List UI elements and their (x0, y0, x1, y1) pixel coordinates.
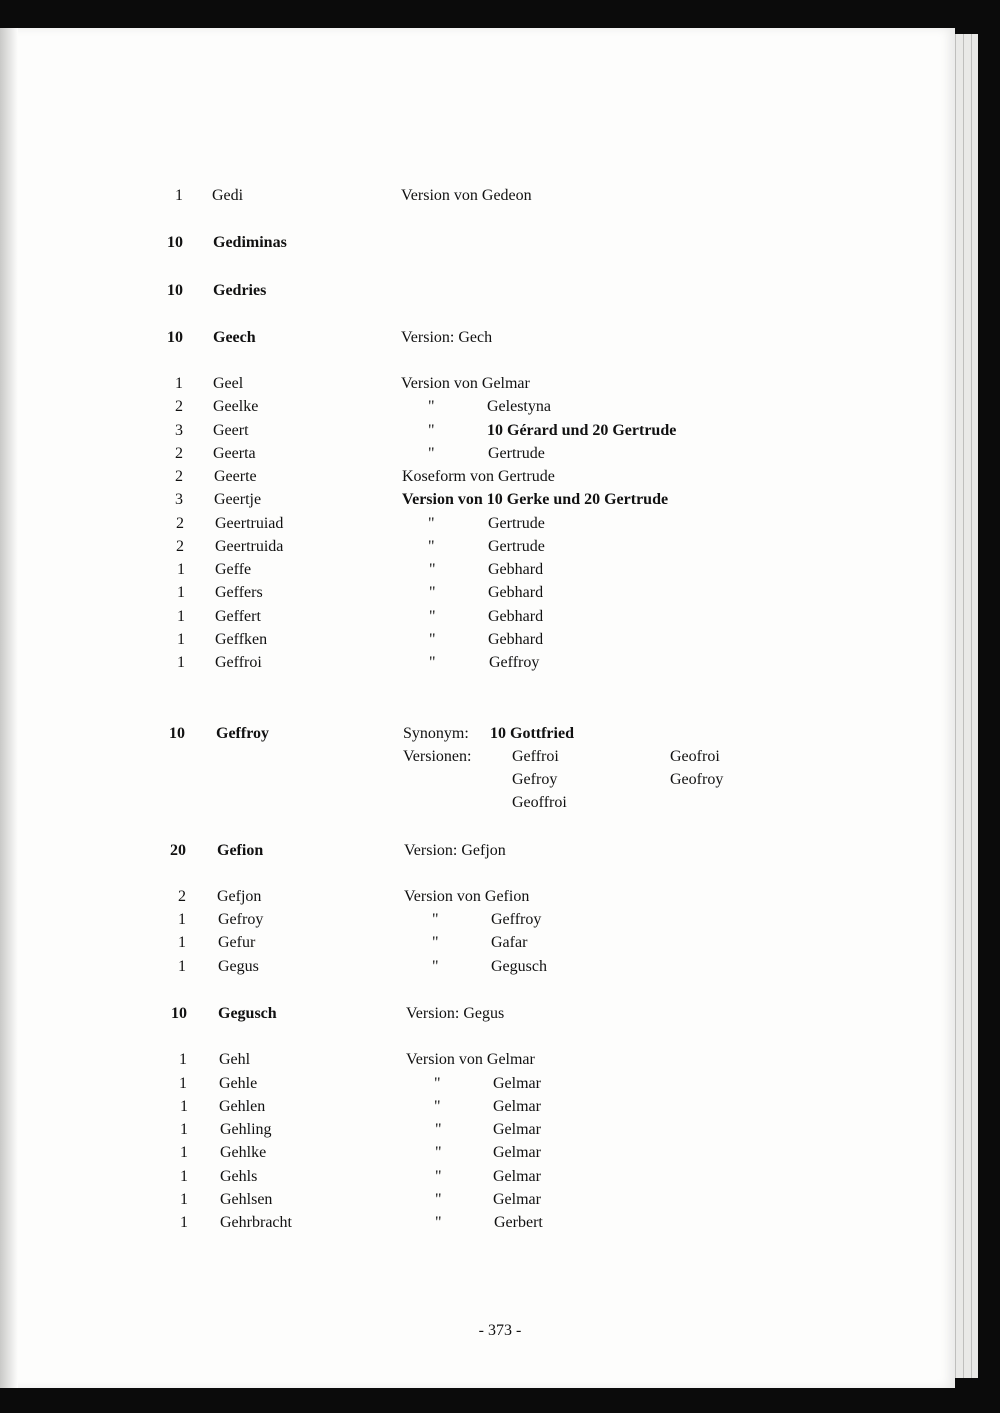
ditto-mark: " (435, 1144, 442, 1161)
entry-row (0, 1098, 955, 1122)
ditto-mark: " (429, 631, 436, 648)
ditto-mark: " (428, 398, 435, 415)
entry-text: Version von Gelmar (406, 1051, 535, 1068)
ditto-mark: " (428, 515, 435, 532)
ditto-mark: " (429, 608, 436, 625)
entry-text: Koseform von Gertrude (402, 468, 555, 485)
entry-number: 1 (177, 584, 185, 601)
entry-number: 1 (179, 1075, 187, 1092)
entry-number: 1 (177, 631, 185, 648)
entry-name: Gehling (220, 1121, 272, 1138)
entry-name: Geertje (214, 491, 262, 508)
entry-number: 2 (176, 515, 184, 532)
entry-number: 3 (175, 491, 183, 508)
entry-row (0, 1005, 955, 1029)
version-value: Gefroy (512, 771, 558, 788)
entry-text: Gelmar (493, 1121, 541, 1138)
entry-name: Gehl (219, 1051, 251, 1068)
entry-name: Geerte (214, 468, 257, 485)
entry-number: 1 (178, 934, 186, 951)
entry-number: 10 (169, 725, 185, 742)
entry-row (0, 1121, 955, 1145)
synonym-label: Synonym: (403, 725, 469, 742)
entry-text: Version von Gefion (404, 888, 530, 905)
ditto-mark: " (429, 561, 436, 578)
entry-name: Geertruiad (215, 515, 284, 532)
entry-text: Gebhard (488, 561, 544, 578)
entry-name: Geelke (213, 398, 259, 415)
entry-name: Gedries (213, 282, 267, 299)
entry-number: 1 (175, 375, 183, 392)
entry-name: Geffroy (216, 725, 270, 742)
ditto-mark: " (429, 654, 436, 671)
entry-name: Gehlen (219, 1098, 266, 1115)
ditto-mark: " (435, 1191, 442, 1208)
entry-text: Gelestyna (487, 398, 551, 415)
entry-row (0, 1051, 955, 1075)
page-edge (971, 34, 978, 1378)
ditto-mark: " (432, 911, 439, 928)
version-value: Geffroi (512, 748, 559, 765)
entry-row (0, 422, 955, 446)
entry-row-continuation (0, 748, 955, 772)
entry-row (0, 911, 955, 935)
entry-row (0, 491, 955, 515)
entry-number: 20 (170, 842, 186, 859)
entry-text: Gelmar (493, 1144, 541, 1161)
entry-name: Geerta (213, 445, 256, 462)
entry-number: 2 (175, 398, 183, 415)
entry-number: 1 (177, 654, 185, 671)
entry-row (0, 234, 955, 258)
entry-number: 3 (175, 422, 183, 439)
entry-row-continuation (0, 771, 955, 795)
entry-number: 1 (177, 561, 185, 578)
entry-row (0, 468, 955, 492)
entry-text: Version von Gedeon (401, 187, 532, 204)
entry-text: Gafar (491, 934, 528, 951)
entry-name: Geertruida (215, 538, 284, 555)
entry-name: Gegus (218, 958, 259, 975)
entry-text: Gertrude (488, 515, 545, 532)
version-value: Geofroy (670, 771, 724, 788)
entry-row (0, 958, 955, 982)
entry-text: Geffroy (489, 654, 540, 671)
entry-name: Gefur (218, 934, 256, 951)
entry-name: Geffken (215, 631, 268, 648)
ditto-mark: " (434, 1098, 441, 1115)
version-value: Geoffroi (512, 794, 567, 811)
entry-row (0, 842, 955, 866)
entry-text: Geffroy (491, 911, 542, 928)
entry-number: 1 (180, 1144, 188, 1161)
entry-name: Geffroi (215, 654, 262, 671)
entry-row (0, 934, 955, 958)
entry-row (0, 1144, 955, 1168)
entry-number: 1 (178, 911, 186, 928)
entry-row (0, 888, 955, 912)
ditto-mark: " (429, 584, 436, 601)
entry-row (0, 561, 955, 585)
entry-row (0, 654, 955, 678)
entry-number: 2 (175, 468, 183, 485)
entry-number: 1 (180, 1121, 188, 1138)
entry-number: 1 (175, 187, 183, 204)
entry-number: 1 (180, 1098, 188, 1115)
entry-name: Geert (213, 422, 249, 439)
entry-number: 10 (167, 282, 183, 299)
entry-text: Gertrude (488, 445, 545, 462)
entry-number: 2 (175, 445, 183, 462)
entry-text: Gerbert (494, 1214, 543, 1231)
entry-number: 10 (167, 234, 183, 251)
entry-text: Gelmar (493, 1098, 541, 1115)
entry-row (0, 1168, 955, 1192)
entry-number: 1 (180, 1214, 188, 1231)
ditto-mark: " (428, 422, 435, 439)
entry-row (0, 187, 955, 211)
versions-label: Versionen: (403, 748, 472, 765)
entry-text: Gegusch (491, 958, 547, 975)
entry-text: Gelmar (493, 1075, 541, 1092)
entry-text: Gebhard (488, 608, 544, 625)
entry-row (0, 375, 955, 399)
ditto-mark: " (428, 445, 435, 462)
entry-row (0, 1191, 955, 1215)
entry-name: Gehls (220, 1168, 258, 1185)
entry-row (0, 725, 955, 749)
ditto-mark: " (434, 1075, 441, 1092)
entry-name: Gefion (217, 842, 264, 859)
entry-text: Version: Gegus (406, 1005, 505, 1022)
entry-text: Gelmar (493, 1191, 541, 1208)
entry-row (0, 1214, 955, 1238)
page-number: - 373 - (478, 1322, 522, 1339)
entry-text: Gebhard (488, 631, 544, 648)
entry-name: Gehle (219, 1075, 258, 1092)
entry-name: Gehlke (220, 1144, 267, 1161)
entry-number: 1 (180, 1168, 188, 1185)
entry-text: Version von Gelmar (401, 375, 530, 392)
entry-name: Geffert (215, 608, 261, 625)
entry-name: Gedi (212, 187, 244, 204)
entry-number: 2 (178, 888, 186, 905)
entry-number: 1 (179, 1051, 187, 1068)
entry-name: Gehrbracht (220, 1214, 292, 1231)
entry-row (0, 631, 955, 655)
version-value: Geofroi (670, 748, 720, 765)
entry-number: 1 (177, 608, 185, 625)
entry-row (0, 1075, 955, 1099)
entry-name: Gefjon (217, 888, 262, 905)
entry-row (0, 584, 955, 608)
entry-row (0, 329, 955, 353)
entry-row (0, 398, 955, 422)
ditto-mark: " (428, 538, 435, 555)
entry-text: 10 Gérard und 20 Gertrude (487, 422, 677, 439)
ditto-mark: " (432, 958, 439, 975)
entry-row-continuation (0, 794, 955, 818)
ditto-mark: " (432, 934, 439, 951)
entry-name: Gefroy (218, 911, 264, 928)
entry-text: Version von 10 Gerke und 20 Gertrude (402, 491, 669, 508)
entry-name: Geel (213, 375, 244, 392)
entry-text: Version: Gefjon (404, 842, 506, 859)
entry-name: Gegusch (218, 1005, 277, 1022)
entry-number: 1 (180, 1191, 188, 1208)
entry-number: 2 (176, 538, 184, 555)
entry-name: Geech (213, 329, 256, 346)
entry-row (0, 538, 955, 562)
entry-text: Gebhard (488, 584, 544, 601)
entry-row (0, 282, 955, 306)
entry-row (0, 515, 955, 539)
synonym-value: 10 Gottfried (490, 725, 574, 742)
entry-number: 10 (167, 329, 183, 346)
ditto-mark: " (435, 1121, 442, 1138)
entry-text: Version: Gech (401, 329, 493, 346)
ditto-mark: " (435, 1214, 442, 1231)
entry-name: Geffers (215, 584, 263, 601)
entry-name: Geffe (215, 561, 252, 578)
entry-row (0, 445, 955, 469)
entry-text: Gelmar (493, 1168, 541, 1185)
entry-name: Gediminas (213, 234, 287, 251)
entry-number: 1 (178, 958, 186, 975)
entry-number: 10 (171, 1005, 187, 1022)
entry-row (0, 608, 955, 632)
entry-text: Gertrude (488, 538, 545, 555)
ditto-mark: " (435, 1168, 442, 1185)
entry-name: Gehlsen (220, 1191, 273, 1208)
